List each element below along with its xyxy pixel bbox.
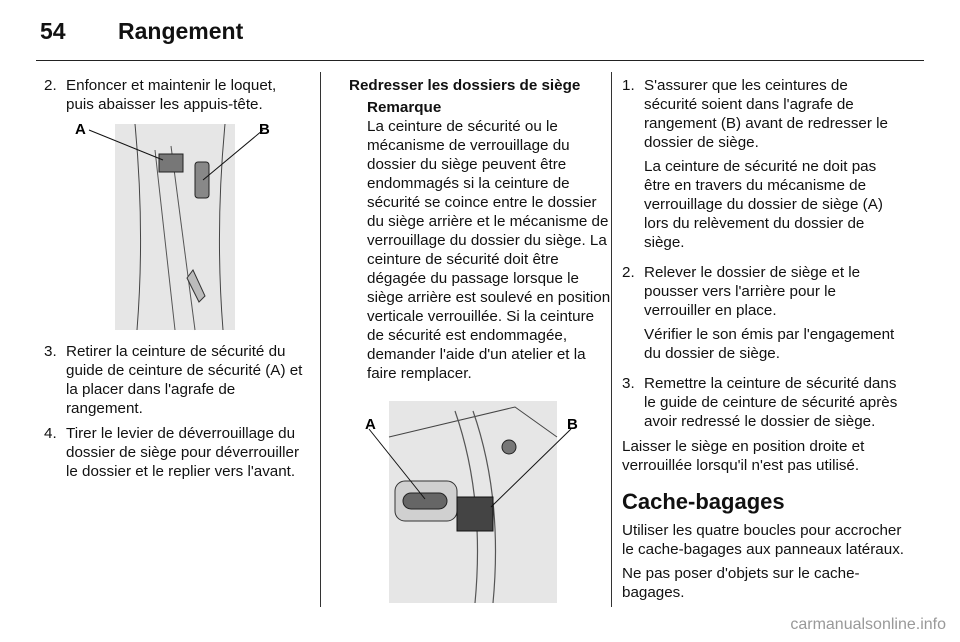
figure-label-b: B [567,416,578,433]
step-text: Tirer le levier de déverrouillage du dossier de siège pour déverrouiller le dossier et le replier vers l'avant. [66,425,300,480]
paragraph: Ne pas poser d'objets sur le cache-bagages. [622,565,860,601]
steps-list-left [44,76,306,114]
column-divider [320,72,321,607]
step-detail: Vérifier le son émis par l'engagement du dossier de siège. [644,326,895,362]
column-left [44,76,306,487]
headrest-illustration [75,120,275,332]
note-title: Remarque [367,99,442,116]
column-divider [611,72,612,607]
column-middle [349,76,611,617]
figure-label-a: A [75,121,86,138]
step-text: Enfoncer et maintenir le loquet, puis abaisser les appuis-tête. [66,77,277,113]
step-number: 2. [44,77,57,94]
step-number: 1. [622,77,635,94]
step-detail: La ceinture de sécurité ne doit pas être en travers du mécanisme de verrouillage du dossier de siège (A) lors du relèvement du dossier de siège. [644,158,883,251]
header-divider [36,60,924,61]
list-item [44,76,306,114]
step-body [644,76,904,257]
page-number: 54 [40,18,66,44]
list-item [622,374,904,431]
column-right [622,76,904,607]
list-item [44,342,306,418]
closing-paragraph: Laisser le siège en position droite et verrouillée lorsqu'il n'est pas utilisé. [622,438,865,474]
list-item [44,424,306,481]
step-text: Relever le dossier de siège et le pousser vers l'arrière pour le verrouiller en place. [644,264,861,319]
step-body [644,263,904,368]
note-text: La ceinture de sécurité ou le mécanisme de verrouillage du dossier du siège peuvent être endommagés si la ceinture de sécurité se coince entre le dossier du siège arrière et le mécanisme de verrouillage du dossier du siège. La ceinture de sécurité doit être dégagée du passage lorsque le siège arrière est soulevé en position verticale verrouillée. Si la ceinture de sécurité est endommagée, demander l'aide d'un atelier et la faire remplacer. [367,118,611,382]
watermark-text: carmanualsonline.info [790,616,946,633]
figure-label-b: B [259,121,270,138]
step-number: 3. [44,343,57,360]
step-number: 4. [44,425,57,442]
section-title: Cache-bagages [622,489,785,514]
step-text: Retirer la ceinture de sécurité du guide de ceinture de sécurité (A) et la placer dans l'agrafe de rangement. [66,343,303,417]
step-number: 2. [622,264,635,281]
steps-list-left-continued [44,342,306,481]
step-text: S'assurer que les ceintures de sécurité soient dans l'agrafe de rangement (B) avant de redresser le dossier de siège. [644,77,888,151]
paragraph: Utiliser les quatre boucles pour accrocher le cache-bagages aux panneaux latéraux. [622,522,905,558]
figure-label-a: A [365,416,376,433]
page-title: Rangement [118,18,244,44]
steps-list-right [622,76,904,431]
step-number: 3. [622,375,635,392]
step-text: Remettre la ceinture de sécurité dans le guide de ceinture de sécurité après avoir redressé le dossier de siège. [644,375,898,430]
section-subheading: Redresser les dossiers de siège [349,77,581,94]
list-item [622,76,904,257]
seatbelt-illustration [365,397,595,607]
list-item [622,263,904,368]
